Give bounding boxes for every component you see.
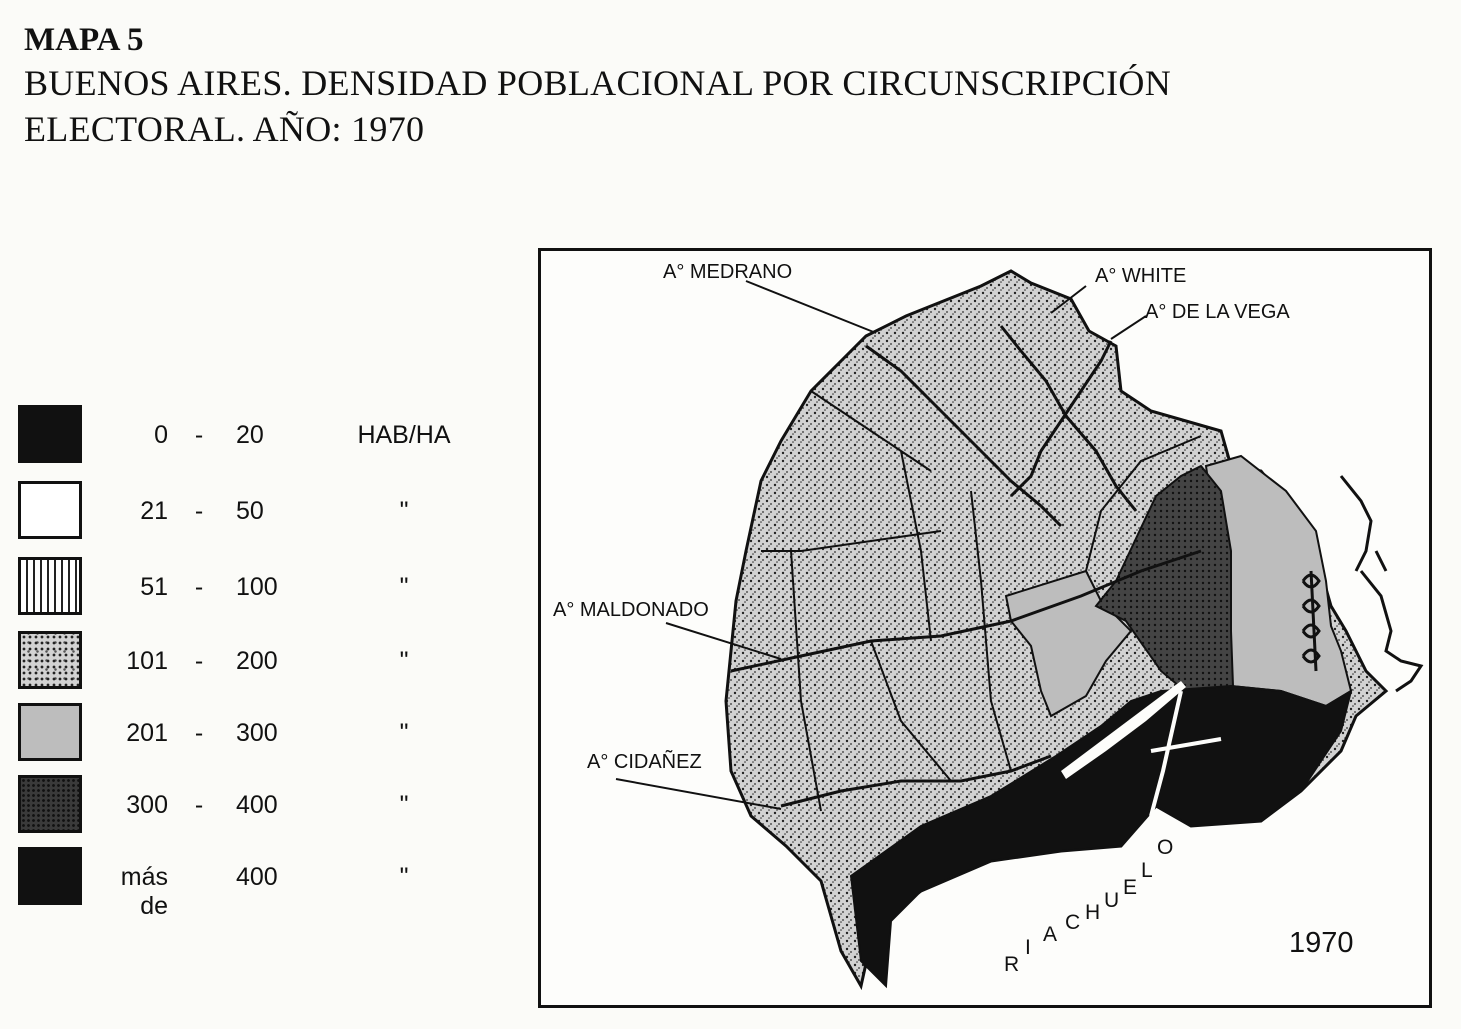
riachuelo-letter: A (1043, 923, 1058, 946)
riachuelo-letter: H (1085, 901, 1101, 924)
riachuelo-letter: C (1065, 911, 1081, 934)
legend-min: 21 (140, 497, 168, 525)
title-block (24, 20, 1171, 152)
legend-unit: " (399, 497, 409, 525)
legend-row (14, 557, 484, 621)
riachuelo-letter: O (1157, 836, 1174, 859)
label-de-la-vega: A° DE LA VEGA (1145, 301, 1290, 323)
label-cidanez: A° CIDAÑEZ (587, 751, 702, 773)
riachuelo-letter: R (1004, 953, 1020, 976)
riachuelo-letter: L (1141, 859, 1153, 882)
legend-dash: - (194, 421, 204, 449)
label-medrano: A° MEDRANO (663, 261, 793, 283)
legend-unit: " (399, 647, 409, 675)
legend-row (14, 703, 484, 767)
legend-dash: - (194, 573, 204, 601)
map-year: 1970 (1289, 927, 1354, 959)
legend-unit: HAB/HA (357, 421, 451, 449)
legend-min: 101 (126, 647, 168, 675)
map-title-line-2: ELECTORAL. AÑO: 1970 (24, 109, 425, 149)
legend-unit: " (399, 863, 409, 891)
label-leader-line (746, 281, 876, 333)
map-number: MAPA 5 (24, 22, 144, 58)
legend-dash: - (194, 647, 204, 675)
legend-row (14, 405, 484, 469)
legend-max: 20 (236, 421, 264, 449)
legend-max: 200 (236, 647, 278, 675)
riachuelo-letter: U (1104, 889, 1120, 912)
legend-dash: - (194, 497, 204, 525)
legend-swatch-dark-gray (18, 775, 82, 833)
legend-max: 100 (236, 573, 278, 601)
legend-max: 400 (236, 791, 278, 819)
legend-swatch-black (18, 405, 82, 463)
legend-min: 51 (140, 573, 168, 601)
legend-unit: " (399, 791, 409, 819)
legend-row (14, 775, 484, 839)
riachuelo-letter: I (1025, 936, 1031, 959)
legend-row (14, 481, 484, 545)
legend-max: 400 (236, 863, 278, 891)
legend-dash: - (194, 791, 204, 819)
legend-swatch-black (18, 847, 82, 905)
legend-row (14, 631, 484, 695)
legend-swatch-light-gray (18, 703, 82, 761)
label-white: A° WHITE (1095, 265, 1187, 287)
legend-min: 300 (126, 791, 168, 819)
legend-row (14, 847, 484, 920)
buenos-aires-map (541, 251, 1429, 1005)
legend-unit: " (399, 573, 409, 601)
legend-min: 0 (154, 421, 168, 449)
legend-dash: - (194, 719, 204, 747)
map-title-line-1: BUENOS AIRES. DENSIDAD POBLACIONAL POR CIRCUNSCRIPCIÓN (24, 63, 1172, 103)
legend-swatch-wavy-lines (18, 557, 82, 615)
legend-min: 201 (126, 719, 168, 747)
label-maldonado: A° MALDONADO (553, 599, 709, 621)
riachuelo-letter: E (1123, 876, 1138, 899)
legend-swatch-white (18, 481, 82, 539)
legend-min: más de (120, 863, 168, 920)
map-frame (538, 248, 1432, 1008)
legend-max: 50 (236, 497, 264, 525)
legend-swatch-speckled (18, 631, 82, 689)
legend-unit: " (399, 719, 409, 747)
legend-max: 300 (236, 719, 278, 747)
label-leader-line (1111, 316, 1146, 339)
